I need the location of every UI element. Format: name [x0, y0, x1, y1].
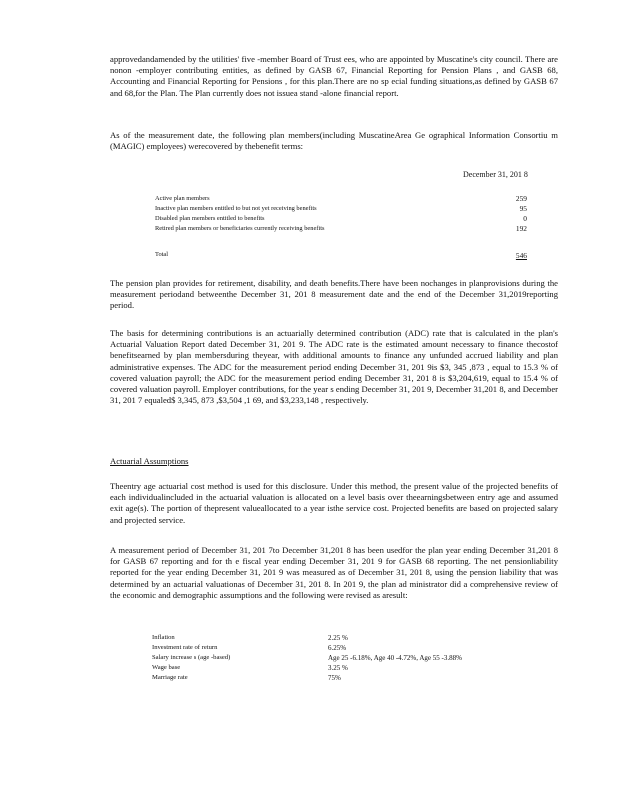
- members-label: Inactive plan members entitled to but not yet receiving benefits: [155, 205, 317, 212]
- members-total-row: [155, 251, 527, 260]
- members-value: 192: [515, 224, 527, 233]
- assumption-row-inflation: [152, 633, 552, 643]
- members-value: 259: [515, 194, 527, 203]
- paragraph-benefits-provided: The pension plan provides for retirement, disability, and death benefits.There have been nochanges in planprovisions during the measurement periodand betweenthe December 31, 201 8 measurement date and the end of the December 31,2019reporting period.: [110, 278, 558, 311]
- assumption-label: Marriage rate: [152, 674, 188, 681]
- paragraph-measurement-period: A measurement period of December 31, 201 7to December 31,201 8 has been usedfor the plan year ending December 31,201 8 for GASB 67 reporting and for th e fiscal year ending December 31, 201 9 for GASB 68 reporting. The net pensionliability reported for the year ending December 31, 201 9 was measured as of December 31, 201 8, using the pension liability that was determined by an actuarial valuationas of December 31, 201 8. In 201 9, the plan ad ministrator did a comprehensive review of the economic and demographic assumptions and the following were revised as aresult:: [110, 545, 558, 600]
- members-label: Retired plan members or beneficiaries currently receiving benefits: [155, 225, 325, 232]
- assumption-value: 2.25 %: [328, 634, 348, 642]
- members-label: Disabled plan members entitled to benefits: [155, 215, 265, 222]
- members-row-retired: [155, 224, 527, 234]
- assumption-value: 75%: [328, 674, 341, 682]
- members-as-of-date: December 31, 201 8: [463, 170, 528, 179]
- members-total-value: 546: [515, 251, 527, 260]
- assumption-label: Inflation: [152, 634, 175, 641]
- assumption-value: 3.25 %: [328, 664, 348, 672]
- section-heading-actuarial-assumptions: Actuarial Assumptions: [110, 456, 189, 466]
- assumption-value: 6.25%: [328, 644, 347, 652]
- assumption-row-salary-increases: [152, 653, 552, 663]
- members-row-active: [155, 194, 527, 204]
- members-value: 0: [523, 214, 527, 223]
- assumption-row-wage-base: [152, 663, 552, 673]
- members-row-disabled: [155, 214, 527, 224]
- paragraph-contributions: The basis for determining contributions is an actuarially determined contribution (ADC) rate that is calculated in the plan's Actuarial Valuation Report dated December 31, 201 9. The ADC rate is the estimated amount necessary to finance thecostof benefitsearned by plan membersduring theyear, with additional amounts to finance any unfunded accrued liability and plan administrative expenses. The ADC for the measurement period ending December 31, 201 9is $3, 345 ,873 , equal to 15.3 % of covered valuation payroll; the ADC for the measurement period ending December 31, 201 8 is $3,204,619, equal to 15.4 % of covered valuation payroll. Employer contributions, for the year s ending December 31, 201 9, December 31,201 8, and December 31, 201 7 equaled$ 3,345, 873 ,$3,504 ,1 69, and $3,233,148 , respectively.: [110, 328, 558, 406]
- paragraph-covered-members-intro: As of the measurement date, the following plan members(including MuscatineArea Ge ographical Information Consortiu m (MAGIC) employees) werecovered by thebenefit terms:: [110, 130, 558, 152]
- assumption-label: Investment rate of return: [152, 644, 218, 651]
- paragraph-actuarial-method: Theentry age actuarial cost method is used for this disclosure. Under this method, the present value of the projected benefits of each individualincluded in the actuarial valuation is allocated on a level basis over theearningsbetween entry age and assumed exit age(s). The portion of thepresent valueallocated to a year isthe service cost. Projected benefits are based on projected salary and projected service.: [110, 481, 558, 525]
- members-row-inactive: [155, 204, 527, 214]
- assumption-value: Age 25 -6.18%, Age 40 -4.72%, Age 55 -3.88%: [328, 654, 462, 662]
- assumption-row-investment-return: [152, 643, 552, 653]
- assumptions-table: [152, 633, 552, 683]
- assumption-row-marriage-rate: [152, 673, 552, 683]
- members-value: 95: [519, 204, 527, 213]
- paragraph-plan-administration: approvedandamended by the utilities' five -member Board of Trust ees, who are appointed by Muscatine's city council. There are nonon -employer contributing entities, as defined by GASB 67, Financial Reporting for Pension Plans , and GASB 68, Accounting and Financial Reporting for Pensions , for this plan.There are no sp ecial funding situations,as defined by GASB 67 and 68,for the Plan. The Plan currently does not issuea stand -alone financial report.: [110, 54, 558, 98]
- assumption-label: Salary increase s (age -based): [152, 654, 231, 661]
- members-table: [155, 194, 527, 234]
- members-label: Active plan members: [155, 195, 210, 202]
- members-total-label: Total: [155, 251, 169, 258]
- assumption-label: Wage base: [152, 664, 181, 671]
